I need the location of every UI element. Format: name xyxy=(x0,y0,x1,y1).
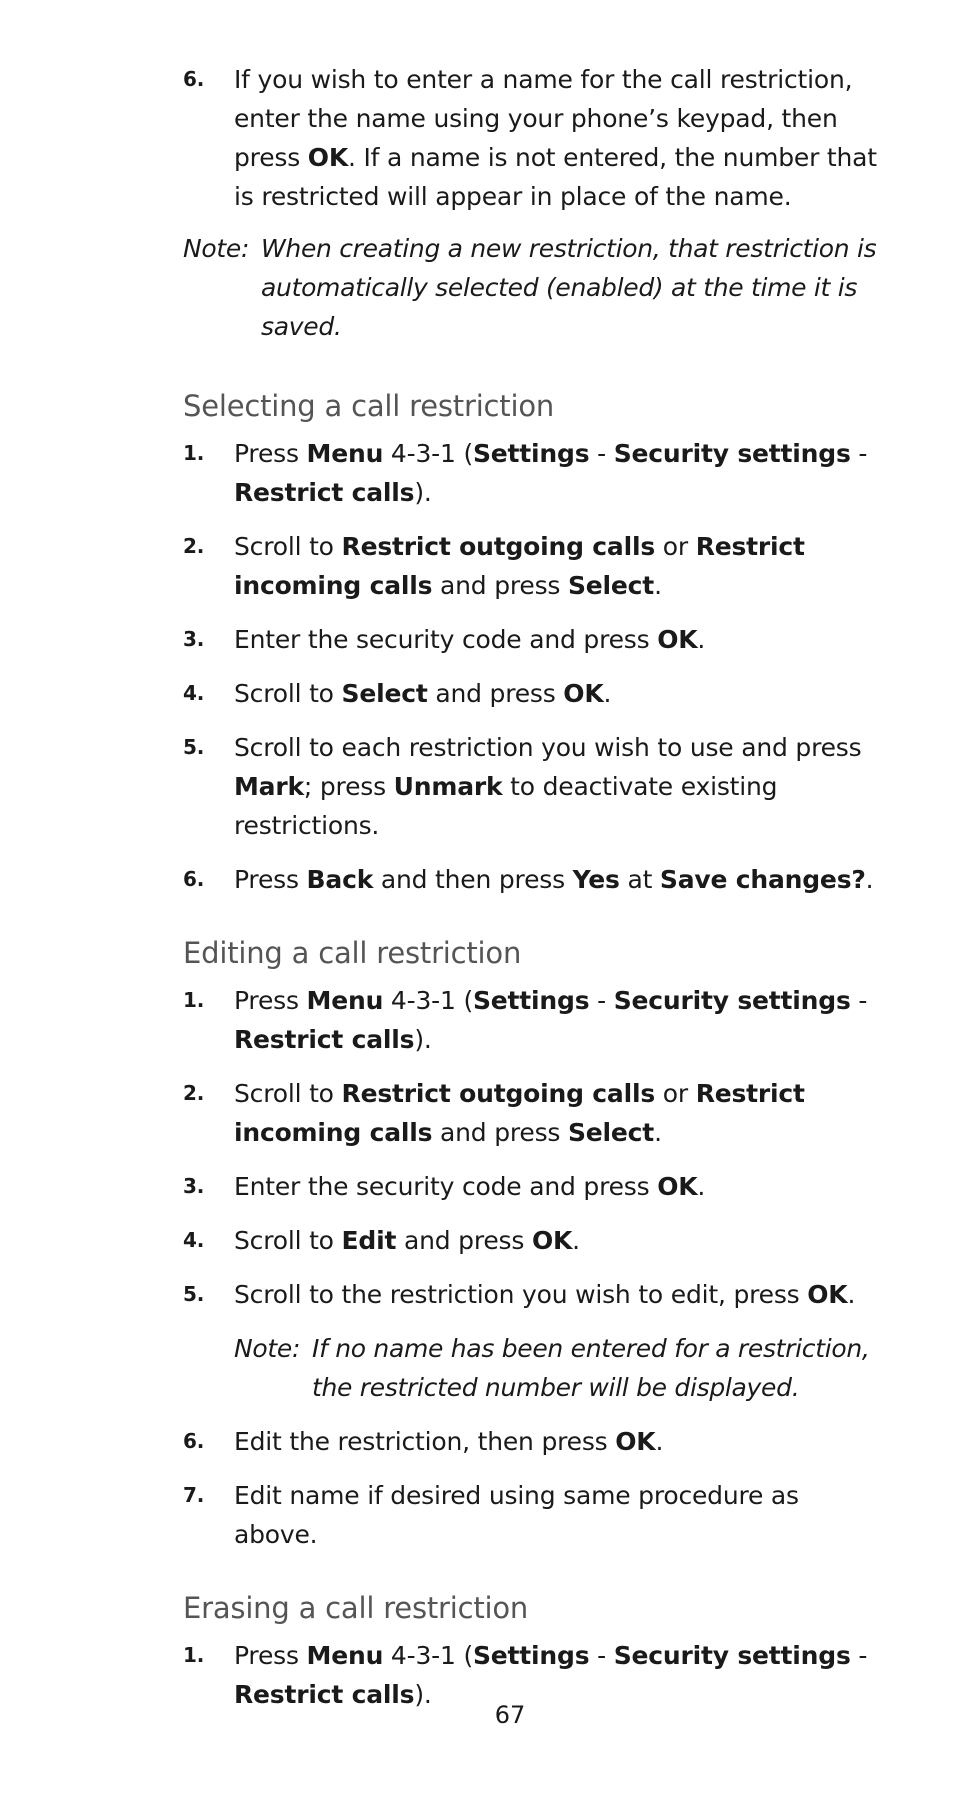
step-item xyxy=(183,620,883,659)
note-text: When creating a new restriction, that restriction is automatically selected (enabled) at the time it is saved. xyxy=(261,234,877,341)
bold-term: Restrict outgoing calls xyxy=(341,1079,656,1108)
text-run: . xyxy=(654,1118,662,1147)
text-run: . xyxy=(603,679,612,708)
step-number: 3. xyxy=(183,1174,205,1198)
step-text xyxy=(234,60,883,216)
step-text xyxy=(234,860,883,899)
step-number: 1. xyxy=(183,1643,205,1667)
step-note xyxy=(234,1329,883,1407)
step-item xyxy=(183,674,883,713)
step-item xyxy=(183,860,883,899)
step-text xyxy=(234,620,883,659)
text-run: Enter the security code and press xyxy=(234,625,658,654)
bold-term: Security settings xyxy=(613,439,851,468)
step-number: 6. xyxy=(183,1429,205,1453)
section-heading: Selecting a call restriction xyxy=(183,389,555,423)
step-number: 2. xyxy=(183,534,205,558)
text-run: and press xyxy=(427,679,564,708)
text-run: Scroll to xyxy=(234,532,342,561)
text-run: - xyxy=(850,986,868,1015)
text-run: or xyxy=(655,532,696,561)
step-item xyxy=(183,1221,883,1260)
step-number: 6. xyxy=(183,867,205,891)
text-run: - xyxy=(589,439,614,468)
text-run: 4-3-1 ( xyxy=(383,986,473,1015)
text-run: and press xyxy=(432,571,568,600)
bold-term: Menu xyxy=(306,439,384,468)
bold-term: OK xyxy=(615,1427,656,1456)
bold-term: Restrict outgoing calls xyxy=(341,532,656,561)
bold-term: Security settings xyxy=(613,1641,851,1670)
text-run: Edit the restriction, then press xyxy=(234,1427,616,1456)
bold-term: Settings xyxy=(473,986,590,1015)
text-run: - xyxy=(589,1641,614,1670)
bold-term: Restrict incoming calls xyxy=(234,1079,805,1147)
bold-term: Restrict incoming calls xyxy=(234,532,805,600)
text-run: Scroll to xyxy=(234,1079,342,1108)
step-item xyxy=(183,1167,883,1206)
note-label: Note: xyxy=(234,1334,301,1363)
bold-term: Settings xyxy=(473,439,590,468)
text-run: at xyxy=(619,865,660,894)
text-run: Enter the security code and press xyxy=(234,1172,658,1201)
step-item xyxy=(183,1074,883,1152)
intro-step xyxy=(183,60,883,216)
bold-term: Edit xyxy=(341,1226,397,1255)
page-content xyxy=(183,60,883,1729)
sections-container xyxy=(183,386,883,1714)
text-run: - xyxy=(850,1641,868,1670)
step-item xyxy=(183,434,883,512)
text-run: Press xyxy=(234,1641,307,1670)
step-number: 3. xyxy=(183,627,205,651)
bold-term: OK xyxy=(531,1226,573,1255)
text-run: . xyxy=(654,571,662,600)
step-text xyxy=(234,1422,883,1461)
section-heading: Editing a call restriction xyxy=(183,936,522,970)
step-text xyxy=(234,728,883,845)
text-run: Scroll to xyxy=(234,679,342,708)
step-text xyxy=(234,1221,883,1260)
step-number: 1. xyxy=(183,441,205,465)
bold-term: Save changes? xyxy=(659,865,866,894)
text-run: ). xyxy=(414,478,432,507)
text-run: . xyxy=(572,1226,580,1255)
text-run: Press xyxy=(234,986,307,1015)
text-run: Press xyxy=(234,439,307,468)
step-text xyxy=(234,527,883,605)
bold-term: Back xyxy=(306,865,374,894)
bold-term: OK xyxy=(307,143,349,172)
step-item xyxy=(183,981,883,1059)
step-text xyxy=(234,1476,883,1554)
step-number: 7. xyxy=(183,1483,205,1507)
section-heading: Erasing a call restriction xyxy=(183,1591,529,1625)
step-text xyxy=(234,434,883,512)
bold-term: Menu xyxy=(306,986,384,1015)
text-run: Press xyxy=(234,865,307,894)
step-item xyxy=(183,728,883,845)
text-run: . xyxy=(697,625,706,654)
step-number: 1. xyxy=(183,988,205,1012)
text-run: and press xyxy=(396,1226,532,1255)
step-text xyxy=(234,981,883,1059)
step-text xyxy=(234,1074,883,1152)
bold-term: OK xyxy=(657,625,698,654)
text-run: or xyxy=(655,1079,696,1108)
bold-term: Unmark xyxy=(393,772,503,801)
bold-term: OK xyxy=(563,679,604,708)
step-item xyxy=(183,1275,883,1314)
page-number: 67 xyxy=(494,1701,526,1729)
bold-term: Security settings xyxy=(613,986,851,1015)
text-run: and then press xyxy=(373,865,573,894)
text-run: If you wish to enter a name for the call restriction, enter the name using your phone’s keypad, then press xyxy=(234,65,853,172)
step-number: 6. xyxy=(183,67,205,91)
text-run: Scroll to the restriction you wish to edit, press xyxy=(234,1280,808,1309)
bold-term: Menu xyxy=(306,1641,384,1670)
bold-term: Mark xyxy=(234,772,304,801)
text-run: - xyxy=(589,986,614,1015)
bold-term: Settings xyxy=(473,1641,590,1670)
text-run: . xyxy=(847,1280,856,1309)
step-number: 5. xyxy=(183,1282,205,1306)
text-run: . If a name is not entered, the number that is restricted will appear in place of the name. xyxy=(234,143,877,211)
section xyxy=(183,1588,883,1714)
step-item xyxy=(183,1422,883,1461)
bold-term: OK xyxy=(657,1172,698,1201)
bold-term: Select xyxy=(341,679,428,708)
bold-term: OK xyxy=(807,1280,848,1309)
text-run: Edit name if desired using same procedure as above. xyxy=(234,1481,799,1549)
bold-term: Yes xyxy=(572,865,620,894)
intro-note xyxy=(183,229,883,346)
text-run: 4-3-1 ( xyxy=(383,1641,473,1670)
section xyxy=(183,933,883,1554)
bold-term: Restrict calls xyxy=(234,478,415,507)
note-label: Note: xyxy=(183,234,250,263)
bold-term: Select xyxy=(568,571,655,600)
section xyxy=(183,386,883,899)
bold-term: Select xyxy=(568,1118,655,1147)
text-run: ). xyxy=(414,1680,432,1709)
step-text xyxy=(234,674,883,713)
step-text xyxy=(234,1167,883,1206)
text-run: ). xyxy=(414,1025,432,1054)
step-text xyxy=(234,1275,883,1314)
step-item xyxy=(183,1476,883,1554)
step-number: 4. xyxy=(183,1228,205,1252)
bold-term: Restrict calls xyxy=(234,1680,415,1709)
text-run: ; press xyxy=(303,772,394,801)
step-number: 5. xyxy=(183,735,205,759)
text-run: . xyxy=(697,1172,706,1201)
text-run: and press xyxy=(432,1118,568,1147)
step-number: 4. xyxy=(183,681,205,705)
text-run: . xyxy=(655,1427,664,1456)
text-run: 4-3-1 ( xyxy=(383,439,473,468)
text-run: . xyxy=(865,865,874,894)
text-run: Scroll to each restriction you wish to use and press xyxy=(234,733,862,762)
text-run: Scroll to xyxy=(234,1226,342,1255)
text-run: to deactivate existing restrictions. xyxy=(234,772,778,840)
note-text: If no name has been entered for a restriction, the restricted number will be displayed. xyxy=(312,1334,870,1402)
text-run: - xyxy=(850,439,868,468)
step-item xyxy=(183,527,883,605)
bold-term: Restrict calls xyxy=(234,1025,415,1054)
step-number: 2. xyxy=(183,1081,205,1105)
